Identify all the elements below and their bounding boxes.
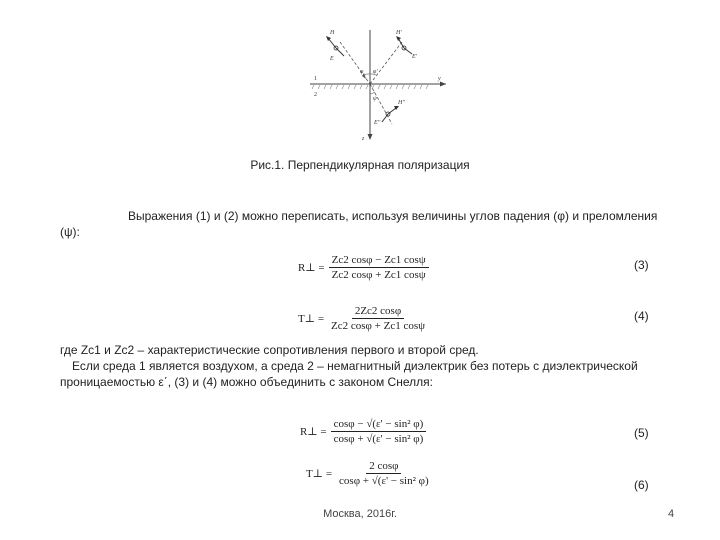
eq4-lhs: T⊥ = bbox=[298, 313, 325, 325]
label-e-inc: E bbox=[330, 56, 334, 62]
eq5-denominator: cosφ + √(ε' − sin² φ) bbox=[333, 433, 424, 445]
label-medium-1: 1 bbox=[314, 76, 317, 82]
eq6-denominator: cosφ + √(ε' − sin² φ) bbox=[339, 475, 429, 487]
equation-6 bbox=[306, 460, 432, 487]
label-medium-2: 2 bbox=[314, 92, 317, 98]
eq4-number: (4) bbox=[634, 309, 649, 323]
eq5-number: (5) bbox=[634, 426, 649, 440]
paragraph-snell: Если среда 1 является воздухом, а среда 2 – немагнитный диэлектрик без потерь с диэлектрической проницаемостью ε΄, (3) и (4) можно объединить с законом Снелля: bbox=[60, 359, 638, 389]
eq6-number: (6) bbox=[634, 478, 649, 492]
label-h-tr: H'' bbox=[398, 100, 405, 106]
eq6-numerator: 2 cosφ bbox=[366, 460, 401, 474]
page-number: 4 bbox=[668, 508, 675, 520]
label-e-tr: E'' bbox=[374, 120, 381, 126]
eq3-lhs: R⊥ = bbox=[298, 262, 325, 274]
label-psi: ψ bbox=[373, 96, 377, 102]
eq5-lhs: R⊥ = bbox=[300, 426, 327, 438]
eq3-number: (3) bbox=[634, 258, 649, 272]
label-phi: φ bbox=[360, 69, 364, 75]
eq3-denominator: Zc2 cosφ + Zc1 cosψ bbox=[331, 269, 426, 281]
eq4-numerator: 2Zc2 cosφ bbox=[352, 305, 404, 319]
equation-5 bbox=[300, 418, 426, 445]
eq5-numerator: cosφ − √(ε' − sin² φ) bbox=[331, 418, 427, 432]
label-h-inc: H bbox=[330, 30, 335, 36]
label-phi2: φ' bbox=[373, 69, 378, 75]
footer-city-year: Москва, 2016г. bbox=[323, 508, 397, 520]
label-e-ref: E' bbox=[412, 54, 417, 60]
polarization-diagram bbox=[300, 28, 450, 146]
paragraph-impedances: где Zc1 и Zc2 – характеристические сопротивления первого и второй сред. bbox=[60, 343, 479, 357]
figure-caption: Рис.1. Перпендикулярная поляризация bbox=[250, 158, 470, 172]
paragraph-intro: Выражения (1) и (2) можно переписать, используя величины углов падения (φ) и преломления (ψ): bbox=[60, 209, 658, 239]
label-h-ref: H' bbox=[396, 30, 402, 36]
eq3-numerator: Zc2 cosφ − Zc1 cosψ bbox=[329, 254, 429, 268]
equation-3 bbox=[298, 254, 429, 281]
eq4-denominator: Zc2 cosφ + Zc1 cosψ bbox=[331, 320, 425, 332]
eq6-lhs: T⊥ = bbox=[306, 468, 333, 480]
equation-4 bbox=[298, 305, 428, 332]
label-y: y bbox=[438, 76, 441, 82]
label-z: z bbox=[362, 136, 365, 142]
